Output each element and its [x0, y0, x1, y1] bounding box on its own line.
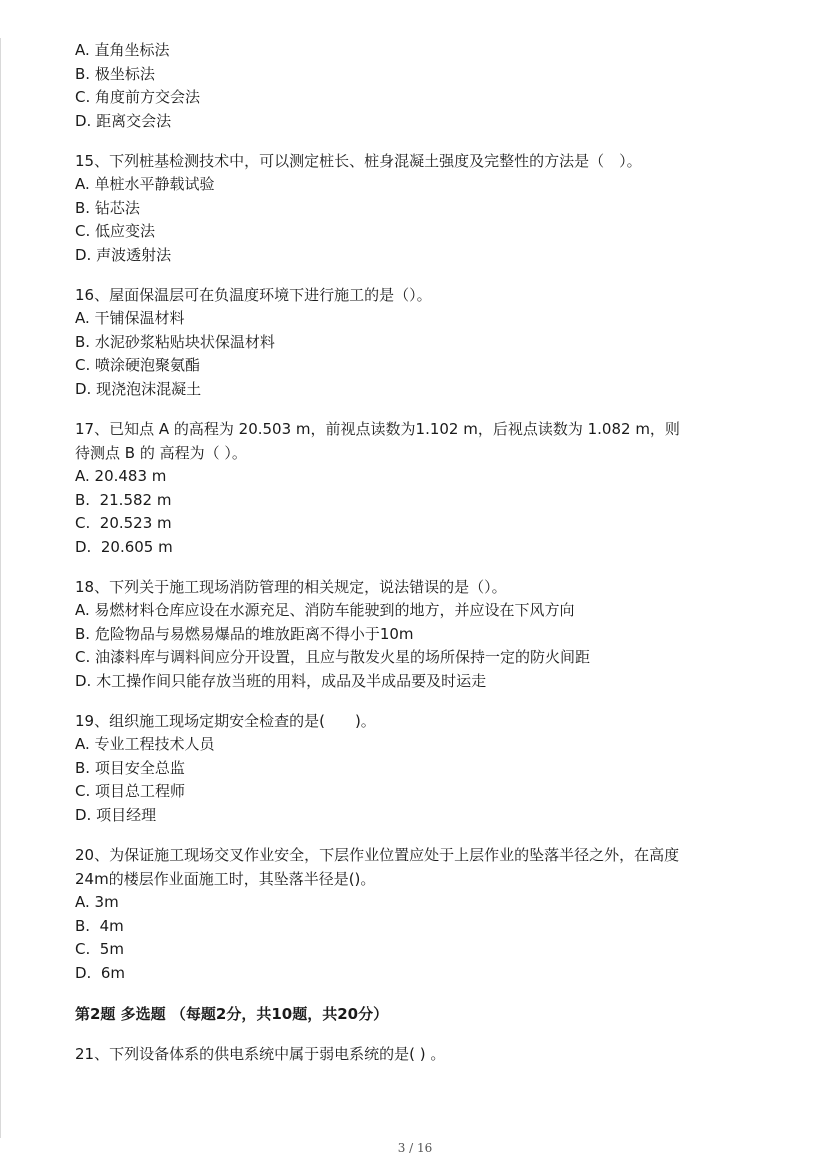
option: D. 声波透射法 — [75, 245, 172, 264]
question-21 — [75, 1042, 765, 1066]
question-19 — [75, 709, 765, 827]
question-stem: 19、组织施工现场定期安全检查的是( )。 — [75, 712, 376, 730]
option: B. 危险物品与易燃易爆品的堆放距离不得小于10m — [75, 624, 414, 643]
option: C. 项目总工程师 — [75, 782, 186, 800]
option: D. 现浇泡沫混凝土 — [75, 379, 202, 398]
question-18 — [75, 575, 765, 693]
question-stem-line: 17、已知点 A 的高程为 20.503 m，前视点读数为1.102 m，后视点读数为 1.082 m，则 — [75, 420, 680, 438]
option: A. 直角坐标法 — [75, 41, 170, 59]
question-16 — [75, 283, 765, 401]
option: A. 单桩水平静载试验 — [75, 175, 215, 193]
question-stem: 15、下列桩基检测技术中，可以测定桩长、桩身混凝土强度及完整性的方法是（ ）。 — [75, 152, 642, 170]
section-heading: 第2题 多选题 （每题2分，共10题，共20分） — [75, 1005, 389, 1023]
option: A. 易燃材料仓库应设在水源充足、消防车能驶到的地方，并应设在下风方向 — [75, 601, 575, 619]
option: D. 木工操作间只能存放当班的用料，成品及半成品要及时运走 — [75, 671, 487, 690]
option: B. 项目安全总监 — [75, 758, 185, 777]
option: A. 专业工程技术人员 — [75, 735, 215, 753]
question-stem: 21、下列设备体系的供电系统中属于弱电系统的是( ) 。 — [75, 1045, 446, 1063]
option: D. 6m — [75, 963, 126, 982]
option: C. 角度前方交会法 — [75, 88, 201, 106]
option: B. 4m — [75, 916, 124, 935]
option: C. 喷涂硬泡聚氨酯 — [75, 356, 201, 374]
option: D. 20.605 m — [75, 537, 173, 556]
option: A. 3m — [75, 893, 119, 911]
option: C. 20.523 m — [75, 514, 172, 532]
option: A. 干铺保温材料 — [75, 309, 185, 327]
question-stem — [75, 417, 765, 465]
option: B. 极坐标法 — [75, 64, 155, 83]
option: D. 距离交会法 — [75, 111, 172, 130]
question-stem-line: 待测点 B 的 高程为（ ）。 — [75, 444, 247, 462]
option: A. 20.483 m — [75, 467, 167, 485]
question-stem: 18、下列关于施工现场消防管理的相关规定，说法错误的是（）。 — [75, 578, 507, 596]
option: B. 21.582 m — [75, 490, 172, 509]
option: C. 低应变法 — [75, 222, 156, 240]
option: C. 油漆料库与调料间应分开设置，且应与散发火星的场所保持一定的防火间距 — [75, 648, 591, 666]
question-stem: 16、屋面保温层可在负温度环境下进行施工的是（）。 — [75, 286, 432, 304]
option: B. 水泥砂浆粘贴块状保温材料 — [75, 332, 275, 351]
option: D. 项目经理 — [75, 805, 157, 824]
question-14-options — [75, 39, 765, 133]
page-left-edge — [0, 38, 1, 1138]
question-stem-line: 20、为保证施工现场交叉作业安全，下层作业位置应处于上层作业的坠落半径之外，在高度 — [75, 846, 680, 864]
option: B. 钻芯法 — [75, 198, 140, 217]
page-number: 3 / 16 — [397, 1141, 433, 1155]
question-15 — [75, 149, 765, 267]
option: C. 5m — [75, 940, 124, 958]
page-content — [75, 39, 765, 1066]
question-20 — [75, 843, 765, 985]
question-stem — [75, 843, 765, 891]
question-stem-line: 24m的楼层作业面施工时，其坠落半径是()。 — [75, 870, 376, 888]
question-17 — [75, 417, 765, 559]
